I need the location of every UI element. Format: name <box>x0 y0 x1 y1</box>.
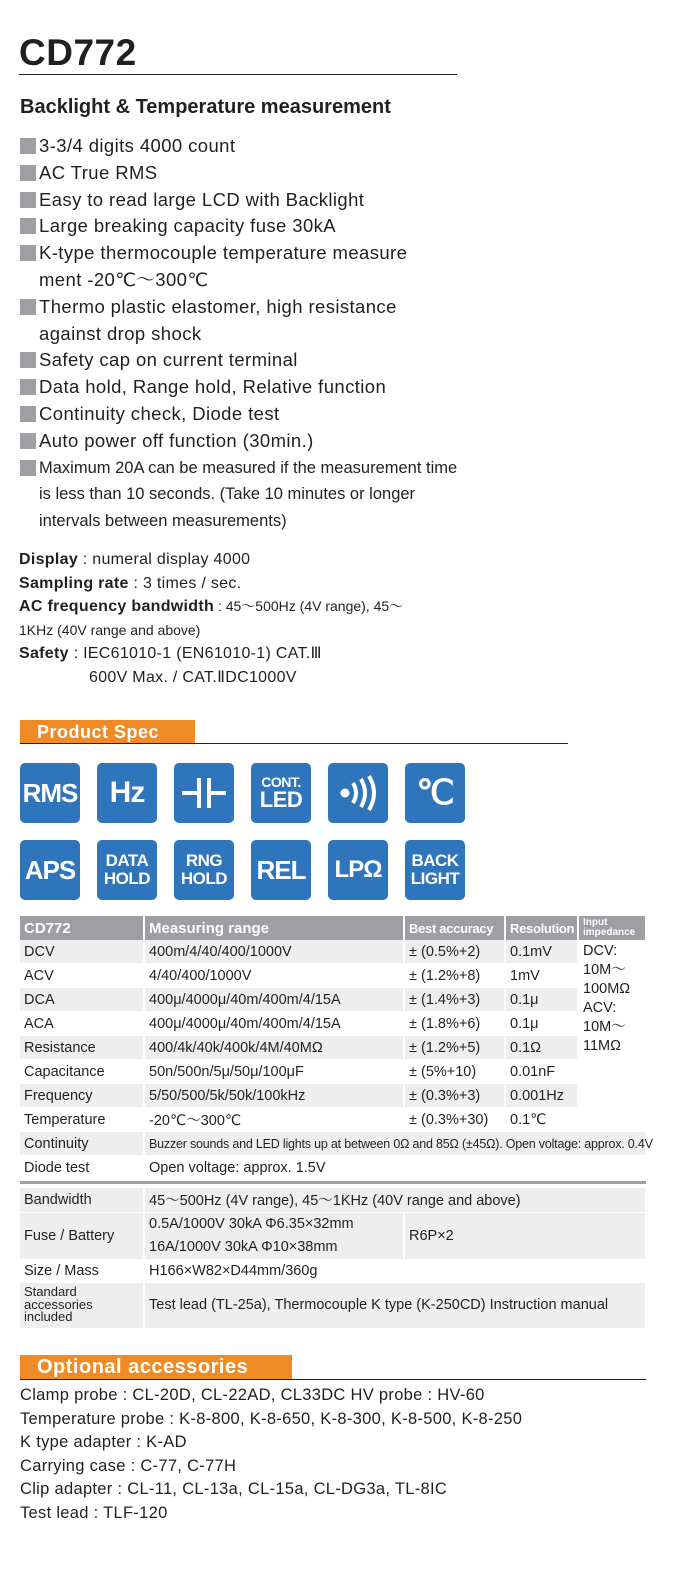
model-title: CD772 <box>19 32 137 73</box>
hz-icon: Hz <box>97 763 157 823</box>
optional-list <box>20 1384 660 1525</box>
table-row: Continuity Buzzer sounds and LED lights up at between 0Ω and 85Ω (±45Ω). Open voltage: approx. 0.4V <box>20 1132 646 1156</box>
col-header-range: Measuring range <box>144 916 404 940</box>
celsius-icon: ℃ <box>405 763 465 823</box>
table-row: Diode test Open voltage: approx. 1.5V <box>20 1156 646 1180</box>
lp-ohm-icon: LPΩ <box>328 840 388 900</box>
product-spec-heading: Product Spec <box>20 720 195 743</box>
table-row: Fuse / Battery 0.5A/1000V 30kA Φ6.35×32mm 16A/1000V 30kA Φ10×38mm R6P×2 <box>20 1212 646 1259</box>
feature-item: Continuity check, Diode test <box>20 401 470 428</box>
backlight-icon: BACK LIGHT <box>405 840 465 900</box>
bandwidth-spec-cont: 1KHz (40V range and above) <box>19 621 201 638</box>
safety-spec-cont: 600V Max. / CAT.ⅡDC1000V <box>89 668 297 686</box>
bullet-square-icon <box>20 379 36 395</box>
table-row: DCA 400μ/4000μ/40m/400m/4/15A ± (1.4%+3) 0.1μ <box>20 988 646 1012</box>
rel-icon: REL <box>251 840 311 900</box>
bullet-square-icon <box>20 406 36 422</box>
bullet-square-icon <box>20 245 36 261</box>
list-item: Test lead : TLF-120 <box>20 1503 168 1522</box>
table-row: Bandwidth 45～500Hz (4V range), 45～1KHz (40V range and above) <box>20 1188 646 1212</box>
continuity-led-icon: CONT. LED <box>251 763 311 823</box>
display-spec: Display : numeral display 4000 <box>19 551 251 568</box>
bandwidth-spec: AC frequency bandwidth : 45～500Hz (4V range), 45～ <box>19 598 404 615</box>
bullet-square-icon <box>20 460 36 476</box>
data-hold-icon: DATA HOLD <box>97 840 157 900</box>
capacitor-icon <box>174 763 234 823</box>
feature-item: K-type thermocouple temperature measure ment -20℃～300℃ <box>20 240 449 294</box>
table-header-row <box>20 916 646 940</box>
bullet-square-icon <box>20 352 36 368</box>
table-row: ACV 4/40/400/1000V ± (1.2%+8) 1mV <box>20 964 646 988</box>
list-item: K type adapter : K-AD <box>20 1433 187 1451</box>
col-header-accuracy: Best accuracy <box>404 916 505 940</box>
subtitle: Backlight & Temperature measurement <box>20 96 391 118</box>
table-row: Size / Mass H166×W82×D44mm/360g <box>20 1259 646 1282</box>
bullet-square-icon <box>20 299 36 315</box>
feature-item: Safety cap on current terminal <box>20 347 470 374</box>
col-header-impedance: Input impedance <box>578 916 646 940</box>
bullet-square-icon <box>20 433 36 449</box>
impedance-cell: DCV: 10M～ 100MΩ ACV: 10M～ 11MΩ <box>578 940 646 1132</box>
measurement-table <box>20 916 653 1180</box>
table-row: ACA 400μ/4000μ/40m/400m/4/15A ± (1.8%+6) 0.1μ <box>20 1012 646 1036</box>
list-item: Clip adapter : CL-11, CL-13a, CL-15a, CL-DG3a, TL-8IC <box>20 1480 448 1498</box>
feature-item: Thermo plastic elastomer, high resistance against drop shock <box>20 294 449 348</box>
table-divider <box>20 1181 646 1184</box>
sampling-spec: Sampling rate : 3 times / sec. <box>19 574 242 592</box>
table-row: Standard accessories included Test lead (TL-25a), Thermocouple K type (K-250CD) Instruction manual <box>20 1282 646 1328</box>
bullet-square-icon <box>20 165 36 181</box>
table-row: Resistance 400/4k/40k/400k/4M/40MΩ ± (1.2%+5) 0.1Ω <box>20 1036 646 1060</box>
safety-spec: Safety : IEC61010-1 (EN61010-1) CAT.Ⅲ <box>19 645 322 662</box>
feature-item: AC True RMS <box>20 160 470 187</box>
feature-item: Easy to read large LCD with Backlight <box>20 187 470 214</box>
product-spec-rule <box>20 743 568 744</box>
optional-rule <box>20 1379 646 1380</box>
feature-item: Auto power off function (30min.) <box>20 428 470 455</box>
feature-item: 3-3/4 digits 4000 count <box>20 133 470 160</box>
feature-item: Data hold, Range hold, Relative function <box>20 374 470 401</box>
feature-item: Large breaking capacity fuse 30kA <box>20 213 470 240</box>
list-item: Carrying case : C-77, C-77H <box>20 1456 237 1475</box>
rms-icon: RMS <box>20 763 80 823</box>
bullet-square-icon <box>20 192 36 208</box>
general-spec-table <box>20 1188 647 1329</box>
aps-icon: APS <box>20 840 80 900</box>
table-row: Temperature -20℃～300℃ ± (0.3%+30) 0.1℃ <box>20 1108 646 1132</box>
bullet-square-icon <box>20 218 36 234</box>
bullet-square-icon <box>20 138 36 154</box>
range-hold-icon: RNG HOLD <box>174 840 234 900</box>
col-header-model: CD772 <box>20 916 144 940</box>
list-item: Temperature probe : K-8-800, K-8-650, K-8-300, K-8-500, K-8-250 <box>20 1409 523 1428</box>
feature-item: Maximum 20A can be measured if the measurement time is less than 10 seconds. (Take 10 minutes or longer intervals between measurements) <box>20 455 459 535</box>
table-row: Frequency 5/50/500/5k/50k/100kHz ± (0.3%+3) 0.001Hz <box>20 1084 646 1108</box>
title-divider <box>19 74 457 75</box>
basic-specs <box>19 548 449 689</box>
col-header-resolution: Resolution <box>505 916 578 940</box>
table-row: Capacitance 50n/500n/5μ/50μ/100μF ± (5%+10) 0.01nF <box>20 1060 646 1084</box>
feature-list <box>20 133 470 535</box>
optional-accessories-heading: Optional accessories <box>20 1355 292 1379</box>
table-row: DCV 400m/4/40/400/1000V ± (0.5%+2) 0.1mV DCV: 10M～ 100MΩ ACV: 10M～ 11MΩ <box>20 940 646 964</box>
buzzer-icon <box>328 763 388 823</box>
list-item: Clamp probe : CL-20D, CL-22AD, CL33DC HV probe : HV-60 <box>20 1386 485 1404</box>
